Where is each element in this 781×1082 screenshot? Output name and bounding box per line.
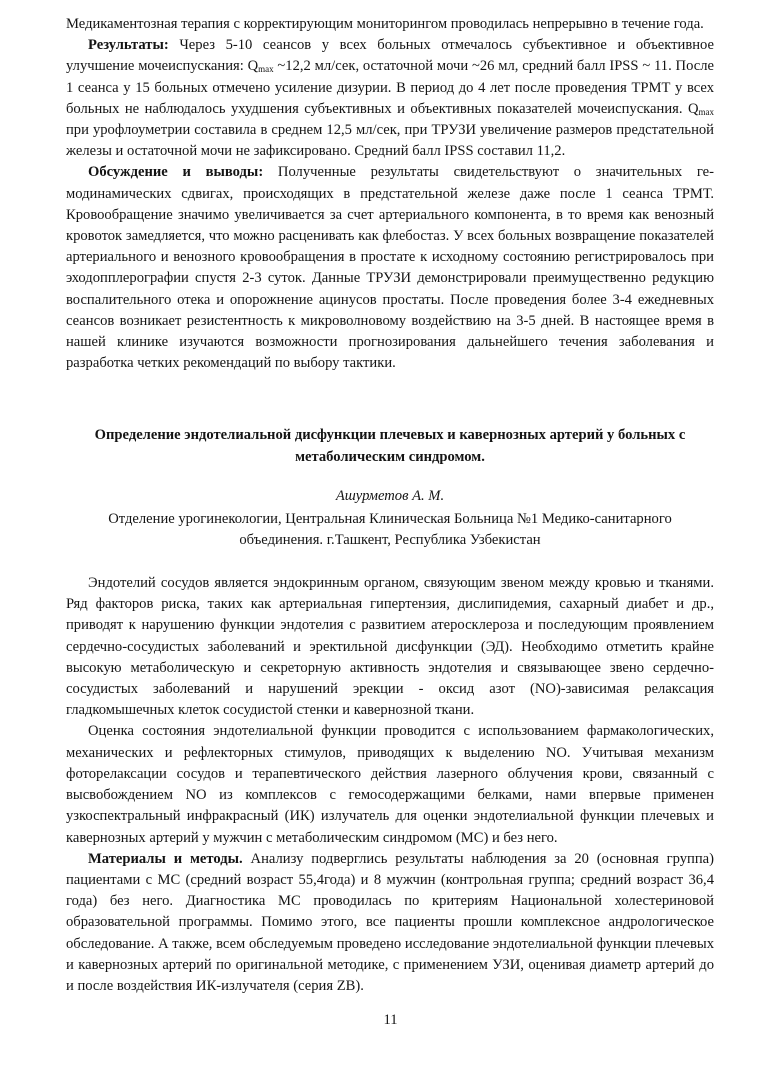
results-sub-2: max: [698, 106, 714, 117]
results-paragraph: [66, 35, 714, 162]
methods-text: Анализу подверглись результаты наблюдения за 20 (основная группа) пациентами с МС (средний возраст 55,4года) и 8 мужчин (контрольная группа; средний возраст 36,4 года) без него. Диагностика МС проводилась по критериям Национальной холестериновой образовательной программы. Помимо этого, все пациенты прошли комплексное андрологическое обследование. А также, всем обследуемым проведено исследование эндотелиальной функции плечевых и кавернозных артерий по оригинальной методике, с применением УЗИ, оценивая диаметр артерий до и после воздействия ИК-излучателя (серия ZB).: [66, 850, 715, 994]
article-author: Ашурметов А. М.: [335, 488, 445, 505]
page-content: [66, 14, 714, 997]
methods-paragraph: [66, 849, 714, 997]
results-text-3: при урофлоуметрии составила в среднем 12,5 мл/сек, при ТРУЗИ увеличение размеров предстательной железы и остаточной мочи не зафиксировано. Средний балл IPSS составил 11,2.: [66, 122, 714, 160]
prev-paragraph-therapy: Медикаментозная терапия с корректирующим мониторингом проводилась непрерывно в течение года.: [66, 16, 704, 32]
article-affiliation: Отделение урогинекологии, Центральная Клиническая Больница №1 Медико-санитарного объединения. г.Ташкент, Республика Узбекистан: [108, 510, 672, 548]
intro-paragraph-endothelium: Эндотелий сосудов является эндокринным органом, связующим звеном между кровью и тканями. Ряд факторов риска, таких как артериальная гипертензия, дислипидемия, сахарный диабет и др., приводят к нарушению функции эндотелия с развитием атеросклероза и последующим проявлением сердечно-сосудистых заболеваний и эректильной дисфункции (ЭД). Необходимо отметить крайне высокую метаболическую и секреторную активность эндотелия и связывающее звено сердечно-сосудистых заболеваний и нарушений эрекции - оксид азот (NO)-зависимая релаксация гладкомышечных клеток сосудистой стенки и кавернозной ткани.: [66, 575, 714, 719]
discussion-label: Обсуждение и выводы:: [88, 164, 264, 181]
page-number: 11: [383, 1012, 398, 1028]
intro-paragraph-assessment: Оценка состояния эндотелиальной функции проводится с использованием фармакологических, механических и рефлекторных стимулов, приводящих к выделению NO. Учитывая механизм фоторелаксации сосудов и терапевтического действия лазерного облучения крови, связанный с высвобождением NO из комплексов с гемосодержащими белками, нами впервые применен узкоспектральный инфракрасный (ИК) излучатель для оценки эндотелиальной функции плечевых и кавернозных артерий у мужчин с метаболическим синдромом (МС) и без него.: [66, 723, 714, 846]
discussion-paragraph: [66, 162, 714, 374]
results-text-1: Через 5-10 сеансов у всех больных отмечалось субъективное и объективное улучшение мочеиспускания: Q: [66, 37, 714, 75]
discussion-text: Полученные результаты свидетельствуют о значительных гемодинамических сдвигах, происходящих в предстательной железе даже после 1 сеанса ТРМТ. Кровообращение значимо увеличивается за счет артериального компонента, в то время как венозный кровоток замедляется, что можно расценивать как флебостаз. У всех больных возвращение показателей артериального и венозного кровообращения в простате к исходному состоянию регистрировалось при эходопплерографии спустя 2-3 суток. Данные ТРУЗИ демонстрировали преимущественно редукцию воспалительного отека и опорожнение ацинусов простаты. После проведения более 3-4 ежедневных сеансов возникает резистентность к микроволновому воздействию на 3-5 дней. В настоящее время в нашей клинике изучаются возможности прогнозирования дальнейшего течения заболевания и разработка четких рекомендаций по выбору тактики.: [66, 164, 714, 372]
results-sub-1: max: [258, 64, 274, 75]
article-title: Определение эндотелиальной дисфункции плечевых и кавернозных артерий у больных с метаболическим синдромом.: [94, 427, 686, 466]
methods-label: Материалы и методы.: [88, 850, 243, 867]
results-label: Результаты:: [88, 37, 169, 54]
results-text-2: ~12,2 мл/сек, остаточной мочи ~26 мл, средний балл IPSS ~ 11. После 1 сеанса у 15 больных отмечено усиление дизурии. В период до 4 лет после проведения ТРМТ у всех больных не наблюдалось ухудшения субъективных и объективных показателей мочеиспускания. Q: [66, 58, 714, 117]
